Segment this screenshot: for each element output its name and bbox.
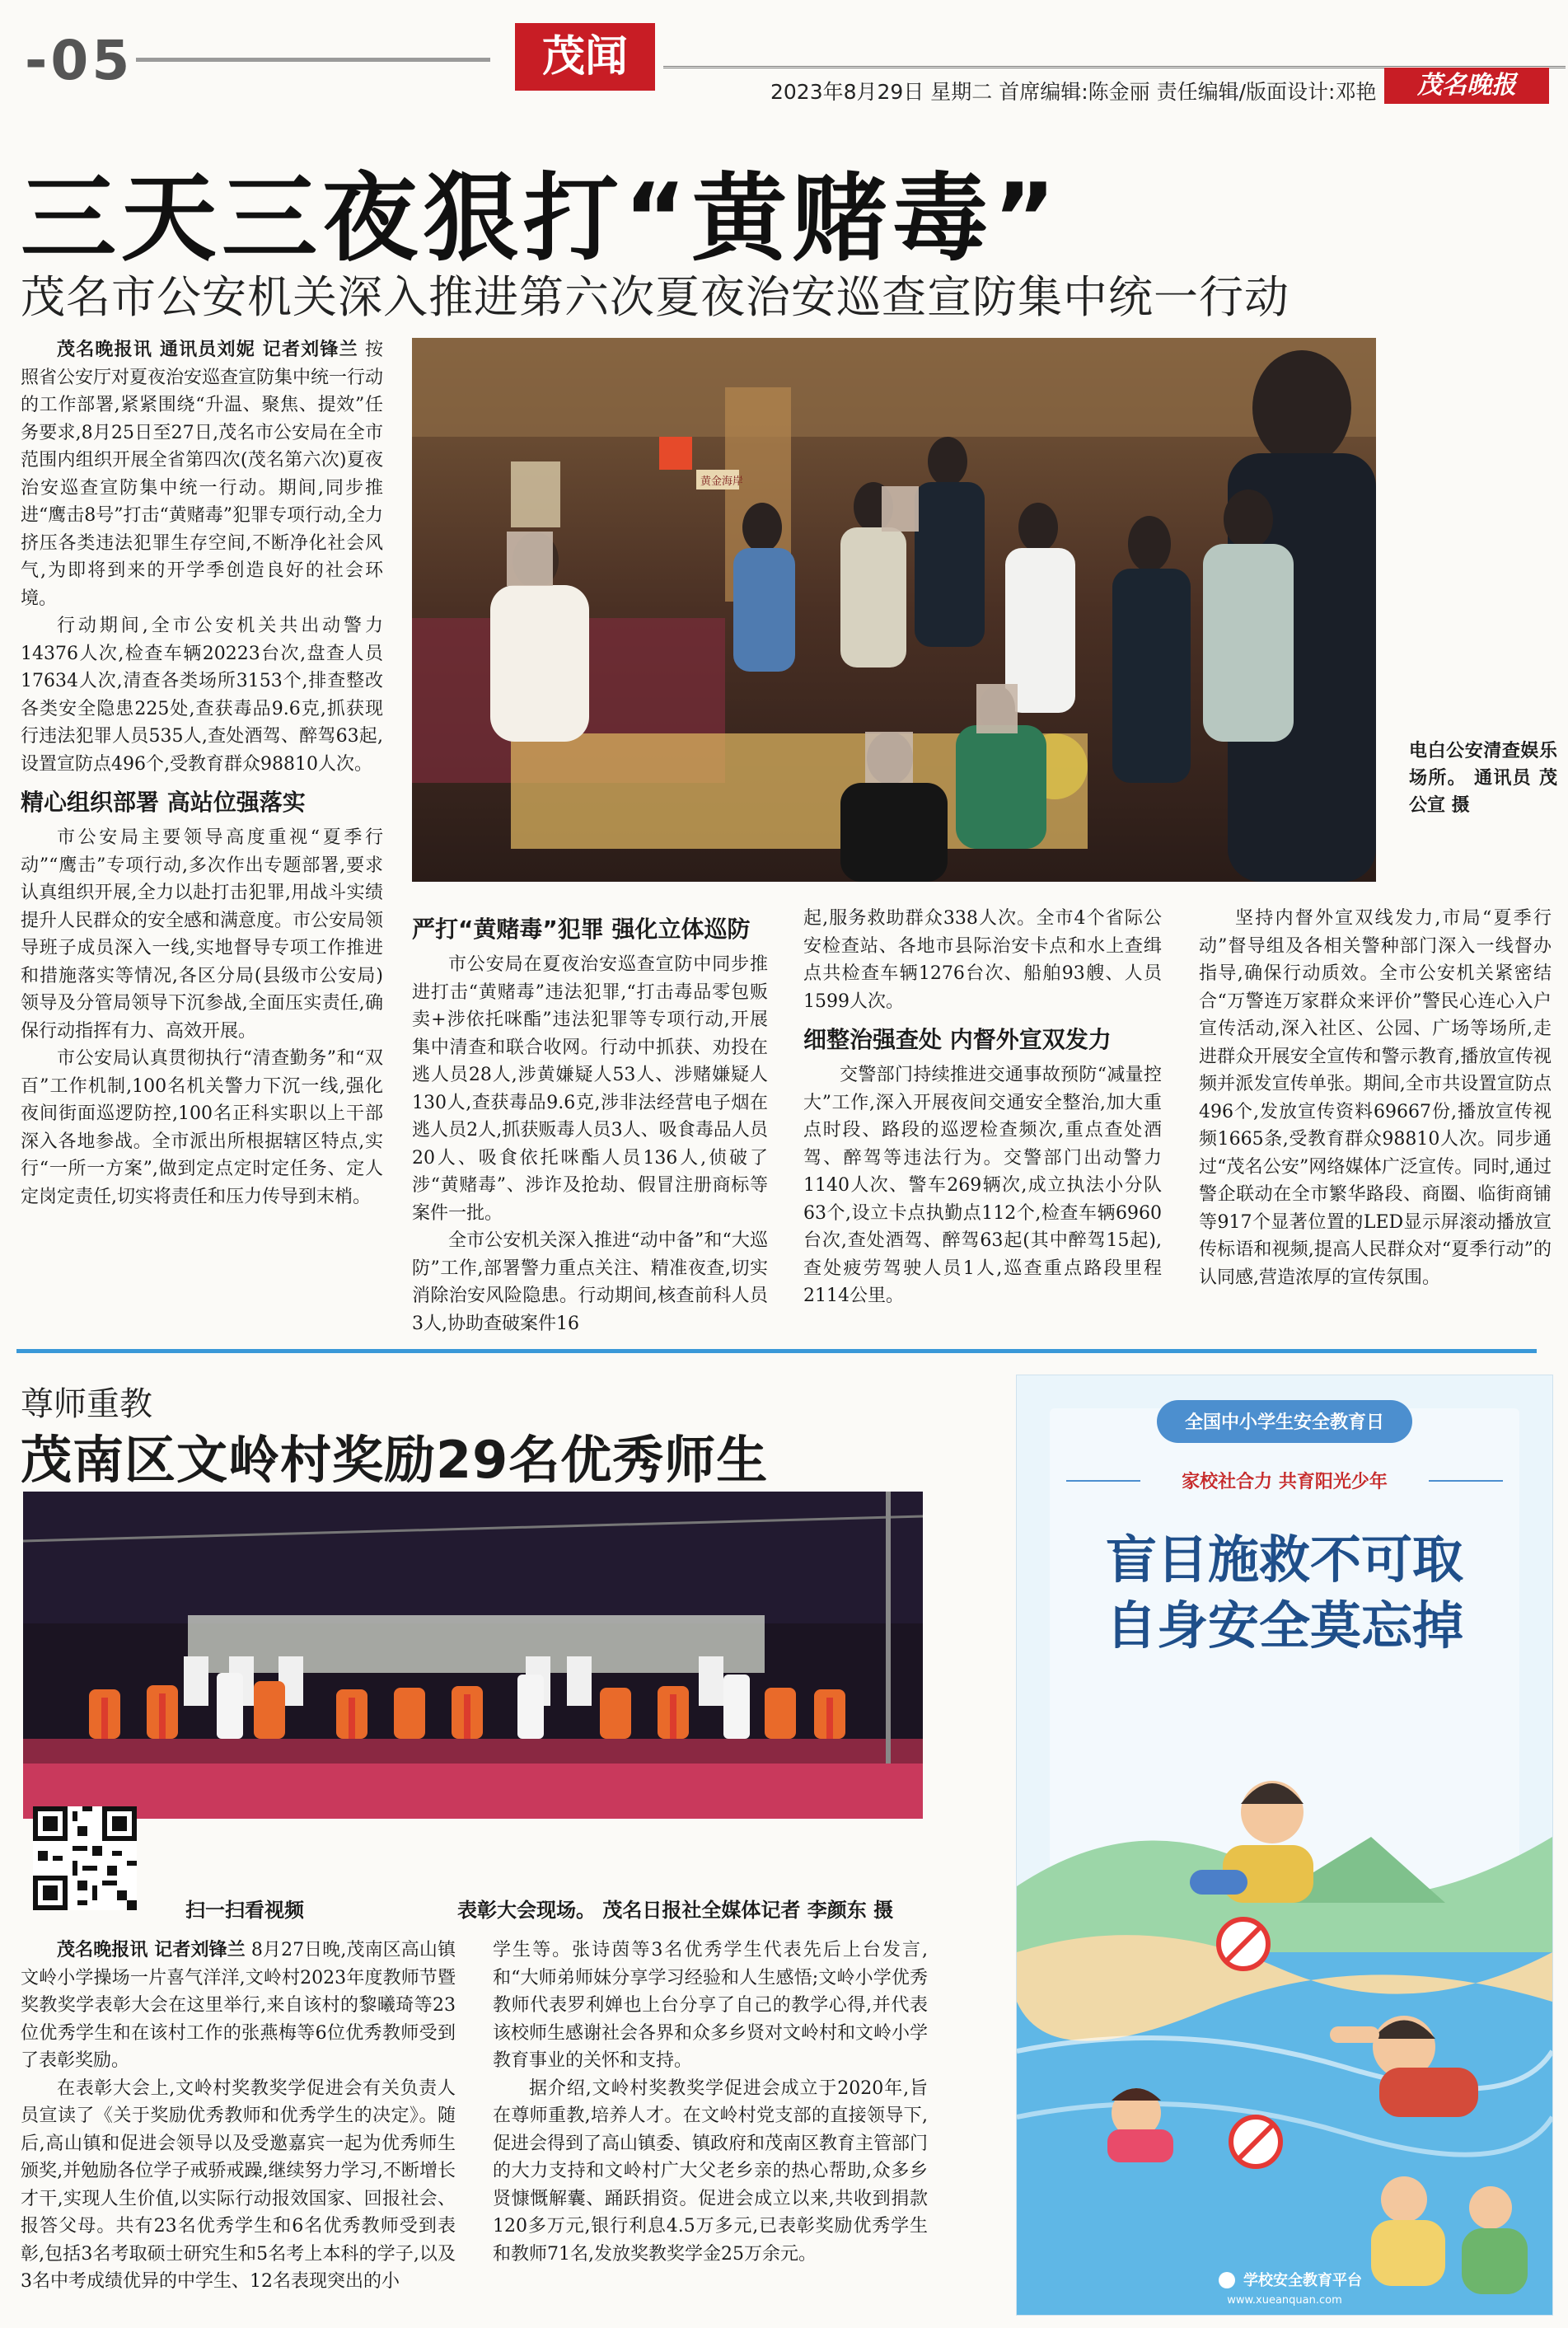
paragraph: 交警部门持续推进交通事故预防“减量控大”工作,深入开展夜间交通安全整治,加大重点时段、路段的巡逻检查频次,重点查处酒驾、醉驾等违法行为。交警部门出动警力1140人次、警车269辆次,成立执法小分队63个,设立卡点执勤点112个,检查车辆6960台次,查处酒驾、醉驾63起(其中醉驾15起),查处疲劳驾驶人员1人,巡查重点路段里程2114公里。	[803, 1065, 1162, 1306]
article1-column-3	[803, 905, 1162, 1310]
article2-kicker: 尊师重教	[21, 1385, 152, 1423]
article1-column-2	[412, 905, 768, 1337]
section-subtitle: 严打“黄赌毒”犯罪 强化立体巡防	[412, 916, 751, 943]
poster-platform: 学校安全教育平台	[1243, 2272, 1362, 2289]
qr-code-label: 扫一扫看视频	[185, 1899, 304, 1922]
header-rule	[136, 58, 490, 62]
police-inspection-photo	[412, 338, 1376, 882]
poster-badge: 全国中小学生安全教育日	[1184, 1412, 1385, 1433]
poster-url: www.xueanquan.com	[1227, 2294, 1342, 2307]
article2-column-2	[493, 1937, 928, 2268]
byline: 茂名晚报讯 通讯员刘妮 记者刘锋兰	[57, 340, 358, 360]
poster-line-2: 自身安全莫忘掉	[1105, 1595, 1464, 1656]
photo-caption: 表彰大会现场。 茂名日报社全媒体记者 李颜东 摄	[457, 1899, 894, 1922]
paragraph: 在表彰大会上,文岭村奖教奖学促进会有关负责人员宣读了《关于奖励优秀教师和优秀学生的决定》。随后,高山镇和促进会领导以及受邀嘉宾一起为优秀师生颁奖,并勉励各位学子戒骄戒躁,继续努力学习,不断增长才干,实现人生价值,以实际行动报效国家、回报社会、报答父母。共有23名优秀学生和6名优秀教师受到表彰,包括3名考取硕士研究生和5名考上本科的学子,以及3名中考成绩优异的中学生、12名表现突出的小	[21, 2077, 456, 2292]
qr-code-icon[interactable]	[33, 1806, 137, 1910]
paragraph: 学生等。张诗茵等3名优秀学生代表先后上台发言,和“大师弟师妹分享学习经验和人生感悟;文岭小学优秀教师代表罗利婵也上台分享了自己的教学心得,并代表该校师生感谢社会各界和众多乡贤对文岭村和文岭小学教育事业的关怀和支持。	[493, 1940, 929, 2071]
masthead-logo: 茂名晚报	[1384, 68, 1549, 104]
byline: 茂名晚报讯 记者刘锋兰	[57, 1940, 246, 1960]
poster-slogan: 家校社合力 共育阳光少年	[1182, 1471, 1388, 1492]
headline: 三天三夜狠打“黄赌毒”	[21, 163, 1061, 274]
paragraph: 市公安局主要领导高度重视“夏季行动”“鹰击”专项行动,多次作出专题部署,要求认真组织开展,全力以赴打击犯罪,用战斗实绩提升人民群众的安全感和满意度。市公安局领导班子成员深入一线,实地督导专项工作推进和措施落实等情况,各区分局(县级市公安局)领导及分管局领导下沉参战,全面压实责任,确保行动指挥有力、高效开展。	[21, 827, 384, 1042]
paragraph: 据介绍,文岭村奖教奖学促进会成立于2020年,旨在尊师重教,培养人才。在文岭村党支部的直接领导下,促进会得到了高山镇委、镇政府和茂南区教育主管部门的大力支持和文岭村广大父老乡亲的热心帮助,众多乡贤慷慨解囊、踊跃捐资。促进会成立以来,共收到捐款120多万元,银行利息4.5万多元,已表彰奖励优秀学生和教师71名,发放奖教奖学金25万余元。	[493, 2077, 929, 2265]
section-subtitle: 细整治强查处 内督外宣双发力	[803, 1026, 1112, 1053]
article2-column-1	[21, 1937, 456, 2296]
article1-column-4	[1199, 905, 1552, 1291]
paragraph: 起,服务救助群众338人次。全市4个省际公安检查站、各地市县际治安卡点和水上查缉点共检查车辆1276台次、船舶93艘、人员1599人次。	[803, 908, 1162, 1012]
section-divider	[16, 1349, 1537, 1353]
paragraph: 全市公安机关深入推进“动中备”和“大巡防”工作,部署警力重点关注、精准夜查,切实消除治安风险隐患。行动期间,核查前科人员3人,协助查破案件16	[412, 1230, 768, 1334]
paragraph: 行动期间,全市公安机关共出动警力14376人次,检查车辆20223台次,盘查人员17634人次,清查各类场所3153个,排查整改各类安全隐患225处,查获毒品9.6克,抓获现行违法犯罪人员535人,查处酒驾、醉驾63起,设置宣防点496个,受教育群众98810人次。	[21, 616, 383, 775]
header-date-editors: 2023年8月29日 星期二 首席编辑:陈金丽 责任编辑/版面设计:邓艳	[770, 80, 1377, 104]
paragraph: 8月27日晚,茂南区高山镇文岭小学操场一片喜气洋洋,文岭村2023年度教师节暨奖教奖学表彰大会在这里举行,来自该村的黎曦琦等23位优秀学生和在该村工作的张燕梅等6位优秀教师受到了表彰奖励。	[21, 1940, 456, 2071]
photo-illustration	[412, 338, 1376, 882]
subheadline: 茂名市公安机关深入推进第六次夏夜治安巡查宣防集中统一行动	[21, 271, 1290, 323]
paragraph: 坚持内督外宣双线发力,市局“夏季行动”督导组及各相关警种部门深入一线督办指导,确保行动质效。全市公安机关紧密结合“万警连万家群众来评价”警民心连心入户宣传活动,深入社区、公园、广场等场所,走进群众开展安全宣传和警示教育,播放宣传视频并派发宣传单张。期间,全市共设置宣防点496个,发放宣传资料69667份,播放宣传视频1665条,受教育群众98810人次。同步通过“茂名公安”网络媒体广泛宣传。同时,通过警企联动在全市繁华路段、商圈、临街商铺等917个显著位置的LED显示屏滚动播放宣传标语和视频,提高人民群众对“夏季行动”的认同感,营造浓厚的宣传氛围。	[1199, 908, 1552, 1288]
photo-caption: 电白公安清查娱乐场所。 通讯员 茂公宣 摄	[1409, 741, 1557, 816]
photo-illustration	[23, 1492, 923, 1819]
paragraph: 市公安局认真贯彻执行“清查勤务”和“双百”工作机制,100名机关警力下沉一线,强化夜间街面巡逻防控,100名正科实职以上干部深入各地参战。全市派出所根据辖区特点,实行“一所一方案”,做到定点定时定任务、定人定岗定责任,切实将责任和压力传导到末梢。	[21, 1048, 383, 1207]
article2-headline: 茂南区文岭村奖励29名优秀师生	[21, 1430, 769, 1490]
article1-column-1	[21, 336, 383, 1211]
poster-line-1: 盲目施救不可取	[1105, 1529, 1464, 1590]
poster-illustration	[1017, 1375, 1552, 2315]
photo-sign-text: 黄金海岸	[700, 475, 744, 488]
section-subtitle: 精心组织部署 高站位强落实	[21, 789, 306, 816]
paragraph: 按照省公安厅对夏夜治安巡查宣防集中统一行动的工作部署,紧紧围绕“升温、聚焦、提效”任务要求,8月25日至27日,茂名市公安局在全市范围内组织开展全省第四次(茂名第六次)夏夜治安巡查宣防集中统一行动。期间,同步推进“鹰击8号”打击“黄赌毒”犯罪专项行动,全力挤压各类违法犯罪生存空间,不断净化社会风气,为即将到来的开学季创造良好的社会环境。	[21, 340, 384, 609]
safety-education-poster	[1016, 1375, 1553, 2316]
page-number: -05	[25, 29, 133, 92]
award-ceremony-photo	[23, 1492, 923, 1819]
paragraph: 市公安局在夏夜治安巡查宣防中同步推进打击“黄赌毒”违法犯罪,“打击毒品零包贩卖+涉依托咪酯”违法犯罪等专项行动,开展集中清查和联合收网。行动中抓获、劝投在逃人员28人,涉黄嫌疑人53人、涉赌嫌疑人130人,查获毒品9.6克,涉非法经营电子烟在逃人员2人,抓获贩毒人员3人、吸食毒品人员20人、吸食依托咪酯人员136人,侦破了涉“黄赌毒”、涉诈及抢劫、假冒注册商标等案件一批。	[412, 954, 768, 1224]
section-stamp: 茂闻	[515, 23, 655, 91]
